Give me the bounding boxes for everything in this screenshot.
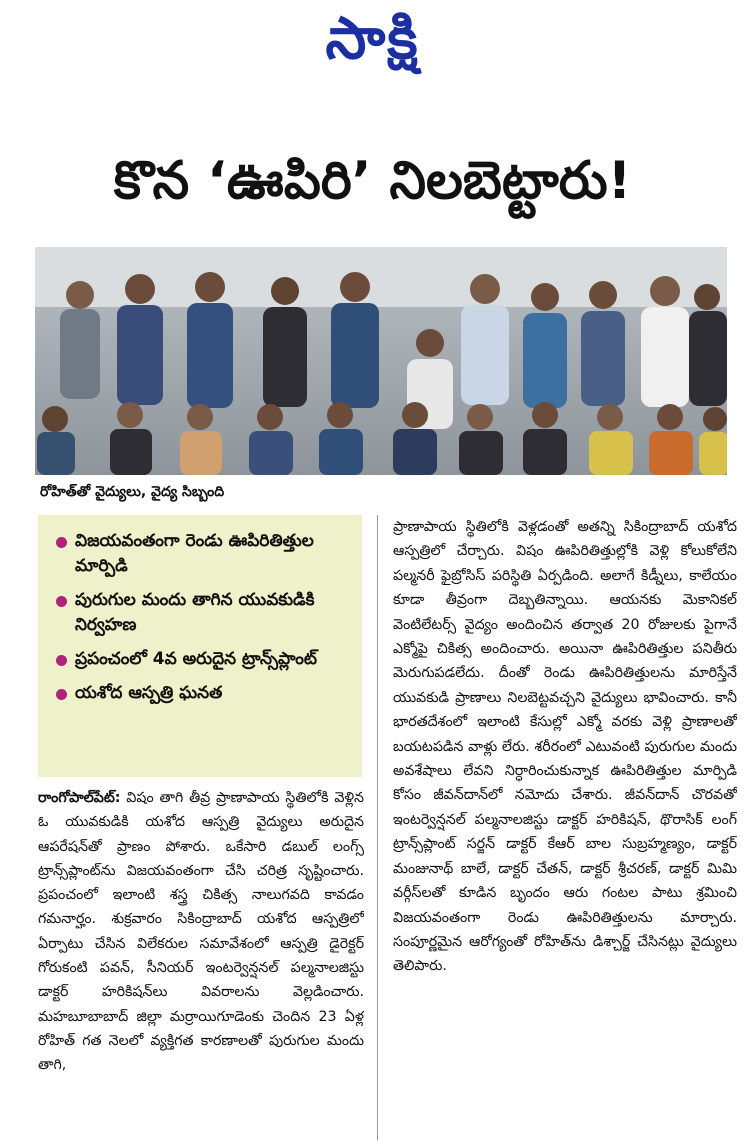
column-divider	[377, 515, 378, 1140]
article-body-right: ప్రాణాపాయ స్థితిలోకి వెళ్లడంతో అతన్ని సికింద్రాబాద్‌ యశోద ఆస్పత్రిలో చేర్చారు. విషం ఊపిరితిత్తుల్లోకి వెళ్లి కోలుకోలేని పల్మనరీ ఫైబ్రోసిస్‌ పరిస్థితి ఏర్పడింది. అలాగే కిడ్నీలు, కాలేయం కూడా తీవ్రంగా దెబ్బతిన్నాయి. ఆయనకు మెకానికల్‌ వెంటిలేటర్స్‌ వైద్యం అందించిన తర్వాత 20 రోజులకు పైగానే ఎక్మోపై చికిత్స అందించారు. అయినా ఊపిరితిత్తుల పనితీరు మెరుగుపడలేదు. దీంతో రెండు ఊపిరితిత్తులను మారిస్తేనే యువకుడి ప్రాణాలు నిలబెట్టవచ్చని వైద్యులు భావించారు. కానీ భారతదేశంలో ఇలాంటి కేసుల్లో ఎక్మో వరకు వెళ్లి ప్రాణాలతో బయటపడిన వాళ్లు లేరు. శరీరంలో ఎటువంటి పురుగుల మందు అవశేషాలు లేవని నిర్ధారించుకున్నాక ఊపిరితిత్తుల మార్పిడి కోసం జీవన్‌దాన్‌లో నమోదు చేశారు. జీవన్‌దాన్‌ చొరవతో ఇంటర్వెన్షనల్‌ పల్మనాలజిస్టు డాక్టర్‌ హరికిషన్‌, థొరాసిక్‌ లంగ్‌ ట్రాన్స్‌ప్లాంట్‌ సర్జన్‌ డాక్టర్‌ కేఆర్‌ బాల సుబ్రహ్మణ్యం, డాక్టర్‌ మంజునాథ్‌ బాలే, డాక్టర్‌ చేతన్‌, డాక్టర్‌ శ్రీచరణ్‌, డాక్టర్‌ మిమి వర్గీస్‌లతో కూడిన బృందం ఆరు గంటల పాటు శ్రమించి విజయవంతంగా రెండు ఊపిరితిత్తులను మార్చారు. సంపూర్ణమైన ఆరోగ్యంతో రోహిత్‌ను డిశ్చార్జ్‌ చేసినట్లు వైద్యులు తెలిపారు.	[393, 519, 737, 975]
highlight-item	[56, 681, 352, 706]
bullet-icon	[56, 537, 67, 548]
photo-caption: రోహిత్‌తో వైద్యులు, వైద్య సిబ్బంది	[40, 484, 225, 500]
highlight-text: యశోద ఆస్పత్రి ఘనత	[75, 683, 223, 703]
masthead	[0, 0, 745, 90]
headline: కొన ‘ఊపిరి’ నిలబెట్టారు!	[113, 151, 632, 211]
highlight-text: పురుగుల మందు తాగిన యువకుడికి నిర్వహణ	[75, 590, 315, 635]
bullet-icon	[56, 596, 67, 607]
article-dateline: రాంగోపాల్‌పేట్‌:	[38, 790, 121, 806]
highlight-text: విజయవంతంగా రెండు ఊపిరితిత్తుల మార్పిడి	[75, 531, 314, 576]
article-column-left	[38, 786, 364, 1136]
article-body-left: విషం తాగి తీవ్ర ప్రాణాపాయ స్థితిలోకి వెళ్లిన ఓ యువకుడికి యశోద ఆస్పత్రి వైద్యులు అరుదైన ఆపరేషన్‌తో ప్రాణం పోశారు. ఒకేసారి డబుల్‌ లంగ్స్‌ ట్రాన్స్‌ప్లాంట్‌ను విజయవంతంగా చేసి చరిత్ర సృష్టించారు. ప్రపంచంలో ఇలాంటి శస్త్ర చికిత్స నాలుగవది కావడం గమనార్హం. శుక్రవారం సికింద్రాబాద్‌ యశోద ఆస్పత్రిలో ఏర్పాటు చేసిన విలేకరుల సమావేశంలో ఆస్పత్రి డైరెక్టర్‌ గోరుకంటి పవన్‌, సీనియర్‌ ఇంటర్వెన్షనల్‌ పల్మనాలజిస్టు డాక్టర్‌ హరికిషన్‌లు వివరాలను వెల్లడించారు. మహబూబాబాద్‌ జిల్లా మర్రాయిగూడెంకు చెందిన 23 ఏళ్ల రోహిత్‌ గత నెలలో వ్యక్తిగత కారణాలతో పురుగుల మందు తాగి,	[38, 790, 364, 1074]
group-photo	[35, 247, 727, 475]
article-column-right	[393, 515, 737, 1140]
bullet-icon	[56, 655, 67, 666]
highlight-text: ప్రపంచంలో 4వ అరుదైన ట్రాన్స్‌ప్లాంట్‌	[75, 649, 318, 669]
highlights-box	[38, 515, 362, 777]
highlight-item	[56, 529, 352, 579]
masthead-logo: సాక్షి	[325, 3, 420, 72]
bullet-icon	[56, 689, 67, 700]
highlight-item	[56, 647, 352, 672]
highlight-item	[56, 588, 352, 638]
group-photo-illustration	[35, 247, 727, 475]
